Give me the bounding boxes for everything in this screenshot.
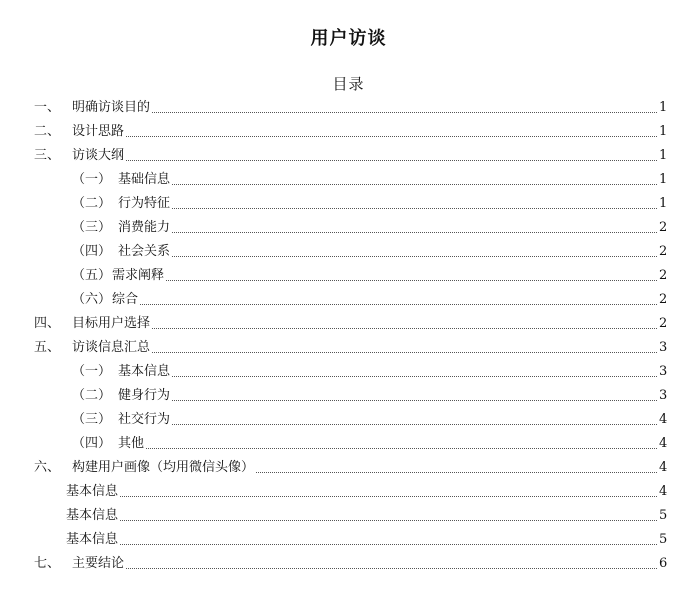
toc-entry-title: 行为特征	[118, 196, 171, 211]
toc-leader-dots	[172, 231, 657, 233]
toc-entry-page: 1	[659, 124, 668, 139]
toc-entry-number: （五）	[72, 268, 112, 283]
toc-entry-title: 基本信息	[66, 484, 119, 499]
toc-leader-dots	[120, 543, 657, 545]
toc-entry-3-6[interactable]	[72, 288, 667, 308]
toc-entry-title: 综合	[112, 292, 139, 307]
toc-entry-title: 构建用户画像（均用微信头像）	[72, 460, 255, 475]
toc-entry-number: （三）	[72, 412, 112, 427]
toc-entry-2[interactable]	[34, 120, 667, 140]
toc-entry-title: 需求阐释	[112, 268, 165, 283]
toc-entry-5-1[interactable]	[72, 360, 667, 380]
toc-entry-3-2[interactable]	[72, 192, 667, 212]
toc-entry-page: 3	[659, 364, 668, 379]
toc-entry-page: 5	[659, 532, 668, 547]
toc-entry-5-3[interactable]	[72, 408, 667, 428]
toc-leader-dots	[172, 207, 657, 209]
toc-leader-dots	[126, 567, 657, 569]
toc-leader-dots	[140, 303, 657, 305]
toc-entry-3[interactable]	[34, 144, 667, 164]
toc-entry-title: 目标用户选择	[72, 316, 151, 331]
toc-entry-title: 明确访谈目的	[72, 100, 151, 115]
toc-entry-page: 1	[659, 148, 668, 163]
toc-entry-title: 消费能力	[118, 220, 171, 235]
toc-entry-6-2[interactable]	[66, 504, 667, 524]
toc-leader-dots	[152, 327, 657, 329]
toc-leader-dots	[120, 495, 657, 497]
toc-entry-page: 2	[659, 316, 668, 331]
toc-leader-dots	[126, 135, 657, 137]
toc-leader-dots	[172, 375, 657, 377]
toc-entry-number: 三、	[34, 148, 61, 163]
toc-entry-page: 3	[659, 340, 668, 355]
toc-entry-4[interactable]	[34, 312, 667, 332]
toc-entry-page: 2	[659, 268, 668, 283]
toc-leader-dots	[172, 255, 657, 257]
toc-leader-dots	[166, 279, 657, 281]
toc-entry-page: 1	[659, 172, 668, 187]
toc-entry-number: 一、	[34, 100, 61, 115]
toc-leader-dots	[146, 447, 657, 449]
toc-entry-number: 六、	[34, 460, 61, 475]
toc-entry-title: 其他	[118, 436, 145, 451]
toc-entry-number: （一）	[72, 172, 112, 187]
toc-entry-page: 2	[659, 244, 668, 259]
toc-entry-5-2[interactable]	[72, 384, 667, 404]
toc-entry-number: （二）	[72, 388, 112, 403]
toc-entry-6[interactable]	[34, 456, 667, 476]
toc-entry-page: 1	[659, 196, 668, 211]
toc-entry-title: 基本信息	[66, 508, 119, 523]
toc-entry-3-4[interactable]	[72, 240, 667, 260]
toc-entry-page: 2	[659, 292, 668, 307]
toc-entry-page: 4	[659, 436, 668, 451]
toc-entry-page: 6	[659, 556, 668, 571]
toc-leader-dots	[172, 399, 657, 401]
toc-entry-title: 访谈大纲	[72, 148, 125, 163]
toc-entry-3-3[interactable]	[72, 216, 667, 236]
toc-entry-title: 基本信息	[118, 364, 171, 379]
toc-entry-title: 健身行为	[118, 388, 171, 403]
toc-entry-7[interactable]	[34, 552, 667, 572]
toc-leader-dots	[172, 423, 657, 425]
toc-entry-title: 基础信息	[118, 172, 171, 187]
toc-entry-number: 四、	[34, 316, 61, 331]
toc-entry-page: 4	[659, 484, 668, 499]
toc-entry-number: （三）	[72, 220, 112, 235]
toc-entry-number: 五、	[34, 340, 61, 355]
toc-entry-title: 访谈信息汇总	[72, 340, 151, 355]
toc-entry-6-1[interactable]	[66, 480, 667, 500]
toc-leader-dots	[152, 351, 657, 353]
toc-leader-dots	[256, 471, 657, 473]
toc-leader-dots	[152, 111, 657, 113]
toc-entry-5-4[interactable]	[72, 432, 667, 452]
document-title: 用户访谈	[310, 28, 387, 49]
toc-leader-dots	[172, 183, 657, 185]
toc-entry-page: 4	[659, 412, 668, 427]
toc-heading: 目录	[332, 75, 365, 93]
toc-entry-number: （四）	[72, 244, 112, 259]
toc-entry-number: （四）	[72, 436, 112, 451]
toc-entry-page: 4	[659, 460, 668, 475]
toc-entry-6-3[interactable]	[66, 528, 667, 548]
toc-entry-number: （一）	[72, 364, 112, 379]
toc-entry-5[interactable]	[34, 336, 667, 356]
toc-entry-1[interactable]	[34, 96, 667, 116]
toc-entry-page: 2	[659, 220, 668, 235]
toc-entry-title: 设计思路	[72, 124, 125, 139]
toc-entry-number: （六）	[72, 292, 112, 307]
toc-entry-page: 5	[659, 508, 668, 523]
toc-entry-title: 社会关系	[118, 244, 171, 259]
toc-leader-dots	[120, 519, 657, 521]
toc-entry-3-1[interactable]	[72, 168, 667, 188]
toc-entry-title: 基本信息	[66, 532, 119, 547]
toc-entry-number: （二）	[72, 196, 112, 211]
toc-entry-page: 3	[659, 388, 668, 403]
toc-entry-3-5[interactable]	[72, 264, 667, 284]
toc-entry-page: 1	[659, 100, 668, 115]
toc-entry-number: 二、	[34, 124, 61, 139]
toc-entry-title: 社交行为	[118, 412, 171, 427]
toc-entry-number: 七、	[34, 556, 61, 571]
toc-entry-title: 主要结论	[72, 556, 125, 571]
toc-leader-dots	[126, 159, 657, 161]
